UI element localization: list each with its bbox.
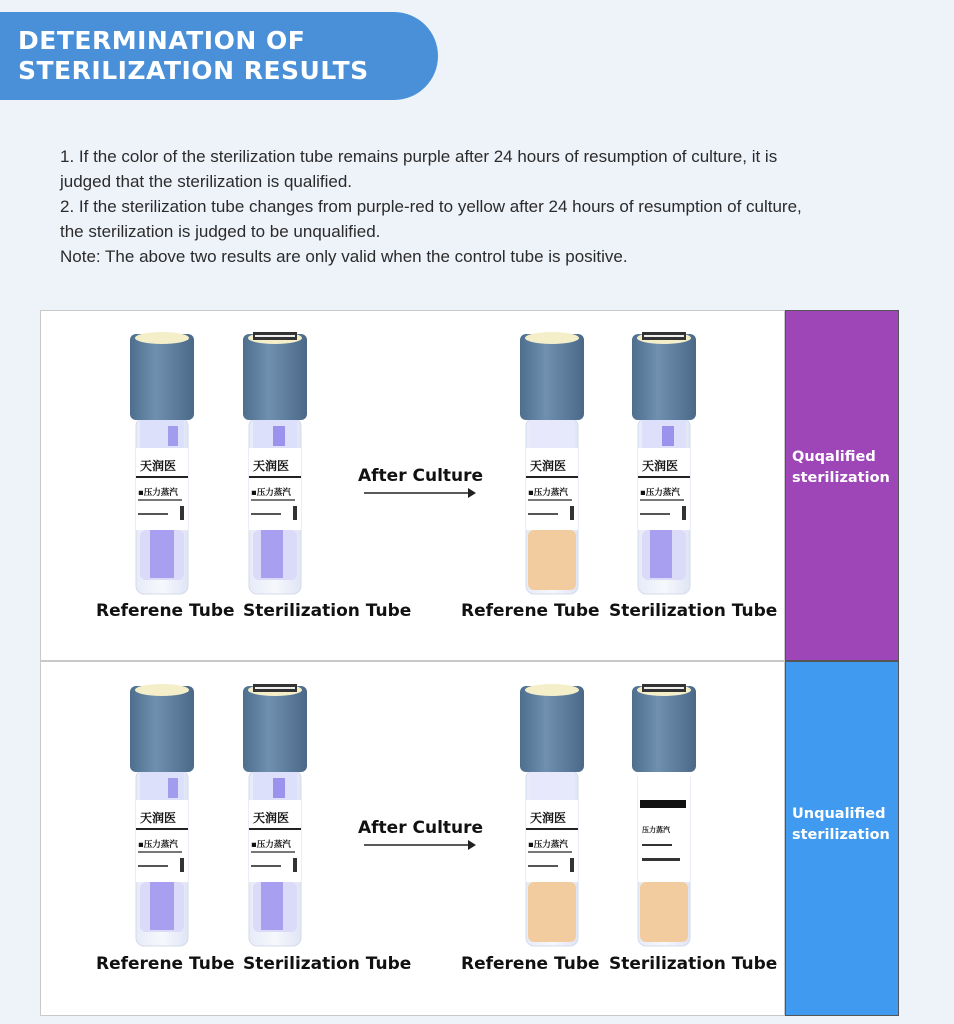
after-culture-label: After Culture [358, 466, 484, 486]
instructions [60, 144, 900, 269]
instruction-line: judged that the sterilization is qualified. [60, 172, 353, 191]
tube-caption: Referene Tube [461, 954, 600, 974]
unqualified-result-box [785, 661, 899, 1016]
reference-tube-after [520, 330, 584, 596]
arrow-right-icon [364, 487, 476, 499]
section-title-line-1: DETERMINATION OF [18, 26, 306, 55]
reference-tube-after [520, 682, 584, 948]
section-title-line-2: STERILIZATION RESULTS [18, 56, 369, 85]
reference-tube-before [130, 682, 194, 948]
sterilization-tube-before [243, 330, 307, 596]
qualified-result-box [785, 310, 899, 661]
tube-caption: Referene Tube [461, 601, 600, 621]
qualified-result-label: Quqalified sterilization [792, 449, 890, 486]
sterilization-tube-before [243, 682, 307, 948]
instruction-line: 1. If the color of the sterilization tube remains purple after 24 hours of resumption of culture, it is [60, 147, 778, 166]
tube-caption: Referene Tube [96, 954, 235, 974]
tube-caption: Sterilization Tube [609, 601, 778, 621]
section-title-banner [0, 12, 438, 100]
instruction-line: the sterilization is judged to be unqualified. [60, 222, 381, 241]
tube-caption: Referene Tube [96, 601, 235, 621]
sterilization-tube-after [632, 330, 696, 596]
reference-tube-before [130, 330, 194, 596]
instruction-line: 2. If the sterilization tube changes from purple-red to yellow after 24 hours of resumption of culture, [60, 197, 802, 216]
note-line: Note: The above two results are only valid when the control tube is positive. [60, 247, 628, 266]
tube-caption: Sterilization Tube [609, 954, 778, 974]
tube-caption: Sterilization Tube [243, 954, 412, 974]
arrow-right-icon [364, 839, 476, 851]
unqualified-result-label: Unqualified sterilization [792, 806, 890, 843]
after-culture-label: After Culture [358, 818, 484, 838]
sterilization-tube-after-yellow [632, 682, 696, 948]
tube-caption: Sterilization Tube [243, 601, 412, 621]
